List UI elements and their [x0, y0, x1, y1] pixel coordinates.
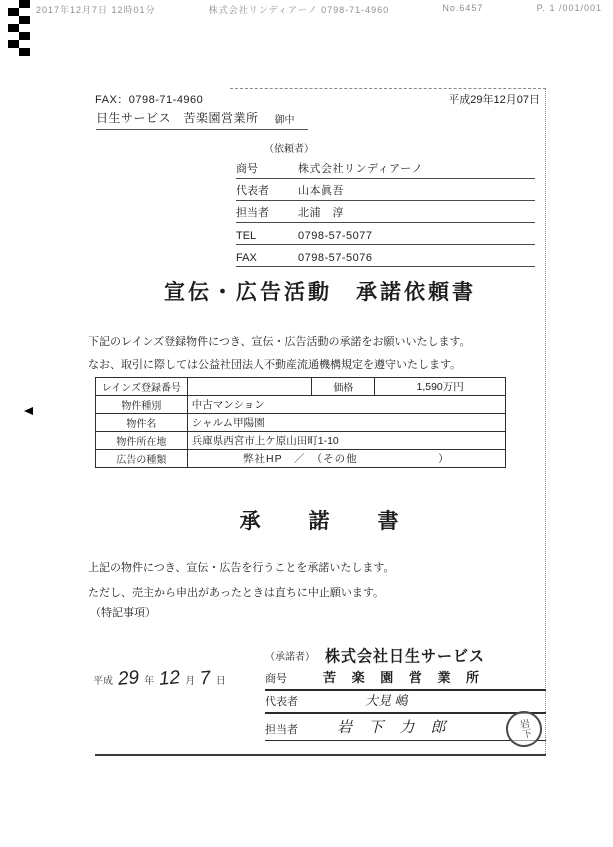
property-name-value: シャルム甲陽園: [187, 414, 505, 432]
requester-field-row: [236, 179, 535, 201]
intro-line: なお、取引に際しては公益社団法人不動産流通機構規定を遵守いたします。: [88, 359, 462, 371]
acceptor-office-row: [265, 665, 546, 691]
date-day-unit: 日: [215, 676, 226, 687]
fax-transmission-header: [36, 3, 602, 16]
requester-block: [236, 140, 535, 267]
fax-header-page: P. 1 /001/001: [536, 3, 602, 13]
price-value: 1,590万円: [375, 378, 506, 396]
acceptor-block: [265, 645, 546, 741]
requester-field-value: 山本眞吾: [298, 185, 344, 197]
special-notes-label: （特記事項）: [90, 607, 156, 619]
acceptor-office-label: 商号: [265, 673, 287, 685]
date-year-unit: 年: [144, 676, 155, 687]
fax-header-sender: 株式会社リンディアーノ 0798-71-4960: [208, 5, 390, 15]
acceptor-representative-row: [265, 691, 546, 714]
requester-field-row: [236, 201, 535, 223]
intro-line: 下記のレインズ登録物件につき、宣伝・広告活動の承諾をお願いいたします。: [88, 336, 471, 348]
requester-field-row: [236, 223, 535, 245]
requester-field-label: 代表者: [236, 185, 269, 197]
date-era: 平成: [93, 676, 113, 687]
property-address-label: 物件所在地: [96, 432, 188, 450]
fax-header-number: No.6457: [442, 3, 484, 13]
consent-line: 上記の物件につき、宣伝・広告を行うことを承諾いたします。: [88, 562, 395, 574]
acceptor-staff-signature: 岩 下 力 郎: [337, 719, 452, 736]
table-row: [96, 414, 506, 432]
acceptor-representative-label: 代表者: [265, 696, 298, 708]
reins-number-value: [187, 378, 312, 396]
date-month-unit: 月: [185, 676, 196, 687]
fax-calibration-mark: [8, 0, 30, 56]
requester-field-row: [236, 157, 535, 179]
requester-field-label: FAX: [236, 252, 257, 264]
reins-number-label: レインズ登録番号: [96, 378, 188, 396]
property-table: [95, 377, 506, 468]
fax-header-datetime: 2017年12月7日 12時01分: [36, 5, 156, 15]
hanko-seal: 岩下: [503, 708, 546, 751]
recipient-name: 日生サービス 苦楽園営業所: [96, 111, 259, 125]
recipient-line: [96, 108, 308, 130]
document-title: 宣伝・広告活動 承諾依頼書: [164, 281, 476, 304]
fax-number-line: FAX：0798-71-4960: [95, 94, 204, 106]
acceptor-staff-row: [265, 714, 546, 741]
requester-field-label: 商号: [236, 163, 258, 175]
requester-field-label: TEL: [236, 230, 257, 242]
ad-type-label: 広告の種類: [96, 450, 188, 468]
property-address-value: 兵庫県西宮市上ケ原山田町1-10: [187, 432, 505, 450]
consent-paragraph: [88, 556, 548, 606]
requester-field-label: 担当者: [236, 207, 269, 219]
acceptor-company-stamp: 株式会社日生サービス: [325, 647, 486, 665]
document-border-top: [230, 88, 546, 89]
requester-field-value: 株式会社リンディアーノ: [298, 163, 424, 175]
recipient-honorific: 御中: [274, 115, 295, 126]
table-row: [96, 396, 506, 414]
ad-type-value: 弊社HP ／ （その他 ）: [187, 450, 505, 468]
requester-field-value: 0798-57-5077: [298, 230, 373, 242]
requester-section-label: （依頼者）: [264, 144, 314, 155]
requester-field-value: 0798-57-5076: [298, 252, 373, 264]
consent-line: ただし、売主から申出があったときは直ちに中止願います。: [88, 587, 385, 599]
table-row: [96, 432, 506, 450]
table-row: [96, 378, 506, 396]
requester-field-value: 北浦 淳: [298, 207, 344, 219]
acceptor-header: [265, 645, 546, 665]
document-border-bottom: [95, 754, 546, 756]
acceptor-section-label: （承諾者）: [265, 651, 315, 663]
document-date: 平成29年12月07日: [448, 94, 540, 106]
price-label: 価格: [312, 378, 375, 396]
date-year-handwritten: 29: [117, 667, 140, 690]
property-type-value: 中古マンション: [187, 396, 505, 414]
margin-arrow-mark: [24, 407, 33, 415]
consent-section-title: 承 諾 書: [239, 510, 401, 533]
intro-paragraph: [88, 331, 548, 377]
acceptor-office-value: 苦 楽 園 営 業 所: [323, 670, 486, 685]
signature-date: [93, 668, 263, 690]
requester-field-row: [236, 245, 535, 267]
property-name-label: 物件名: [96, 414, 188, 432]
date-day-handwritten: 7: [199, 667, 212, 690]
date-month-handwritten: 12: [158, 667, 182, 690]
acceptor-representative-signature: 大見 嶋: [365, 693, 408, 708]
acceptor-staff-label: 担当者: [265, 724, 298, 736]
property-type-label: 物件種別: [96, 396, 188, 414]
table-row: [96, 450, 506, 468]
